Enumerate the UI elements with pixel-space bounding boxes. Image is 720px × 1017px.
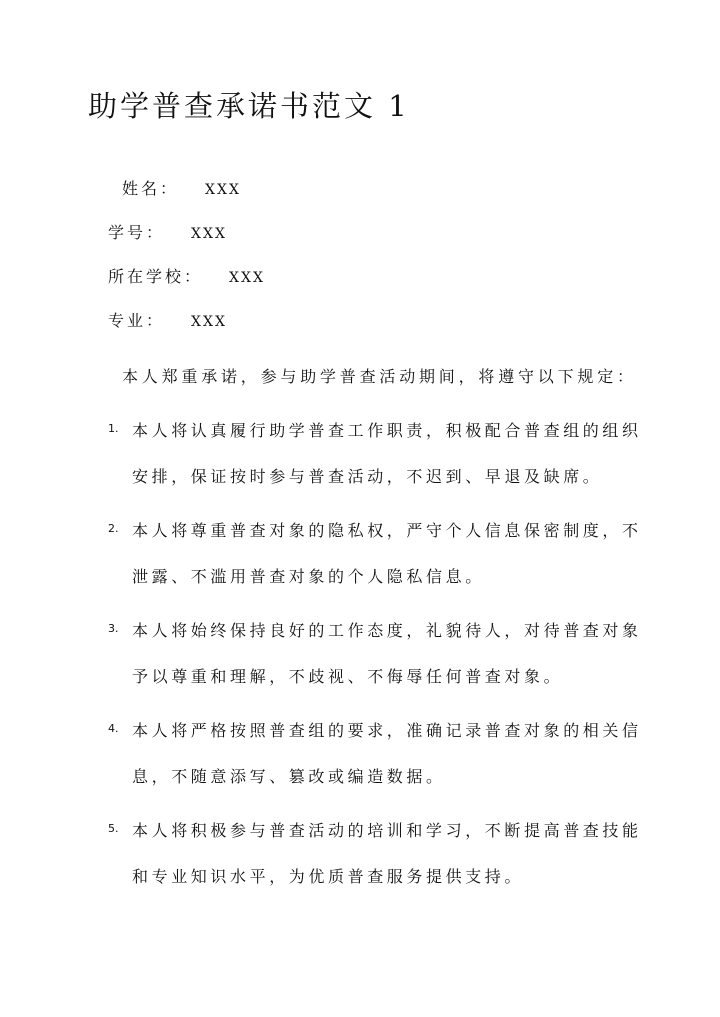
- list-item-line: 本人将始终保持良好的工作态度，礼貌待人，对待普查对象: [132, 621, 642, 640]
- list-item-line: 和专业知识水平，为优质普查服务提供支持。: [132, 867, 525, 886]
- field-school: [108, 264, 265, 287]
- list-item-number: 5.: [108, 822, 119, 835]
- list-item-line: 安排，保证按时参与普查活动，不迟到、早退及缺席。: [132, 467, 603, 486]
- list-item-number: 4.: [108, 722, 119, 735]
- list-item-line: 本人将积极参与普查活动的培训和学习，不断提高普查技能: [132, 821, 642, 840]
- field-value: XXX: [191, 314, 227, 330]
- list-item-line: 本人将尊重普查对象的隐私权，严守个人信息保密制度，不: [132, 521, 642, 540]
- field-label: 所在学校：: [108, 267, 204, 286]
- field-value: XXX: [229, 270, 265, 286]
- field-label: 学号：: [108, 223, 166, 242]
- list-item-line: 本人将认真履行助学普查工作职责，积极配合普查组的组织: [132, 421, 642, 440]
- field-value: XXX: [205, 182, 241, 198]
- list-item-number: 1.: [108, 422, 119, 435]
- field-label: 专业：: [108, 311, 166, 330]
- document-title: 助学普查承诺书范文 1: [88, 89, 410, 123]
- field-major: [108, 308, 227, 331]
- list-item-number: 2.: [108, 522, 119, 535]
- list-item-line: 息，不随意添写、篡改或编造数据。: [132, 767, 446, 786]
- field-label: 姓名：: [122, 179, 180, 198]
- field-student-id: [108, 220, 227, 243]
- field-value: XXX: [191, 226, 227, 242]
- intro-paragraph: 本人郑重承诺，参与助学普查活动期间，将遵守以下规定：: [122, 367, 637, 386]
- list-item-line: 泄露、不滥用普查对象的个人隐私信息。: [132, 567, 485, 586]
- field-name: [122, 176, 241, 199]
- list-item-line: 本人将严格按照普查组的要求，准确记录普查对象的相关信: [132, 721, 642, 740]
- list-item-line: 予以尊重和理解，不歧视、不侮辱任何普查对象。: [132, 667, 564, 686]
- list-item-number: 3.: [108, 622, 119, 635]
